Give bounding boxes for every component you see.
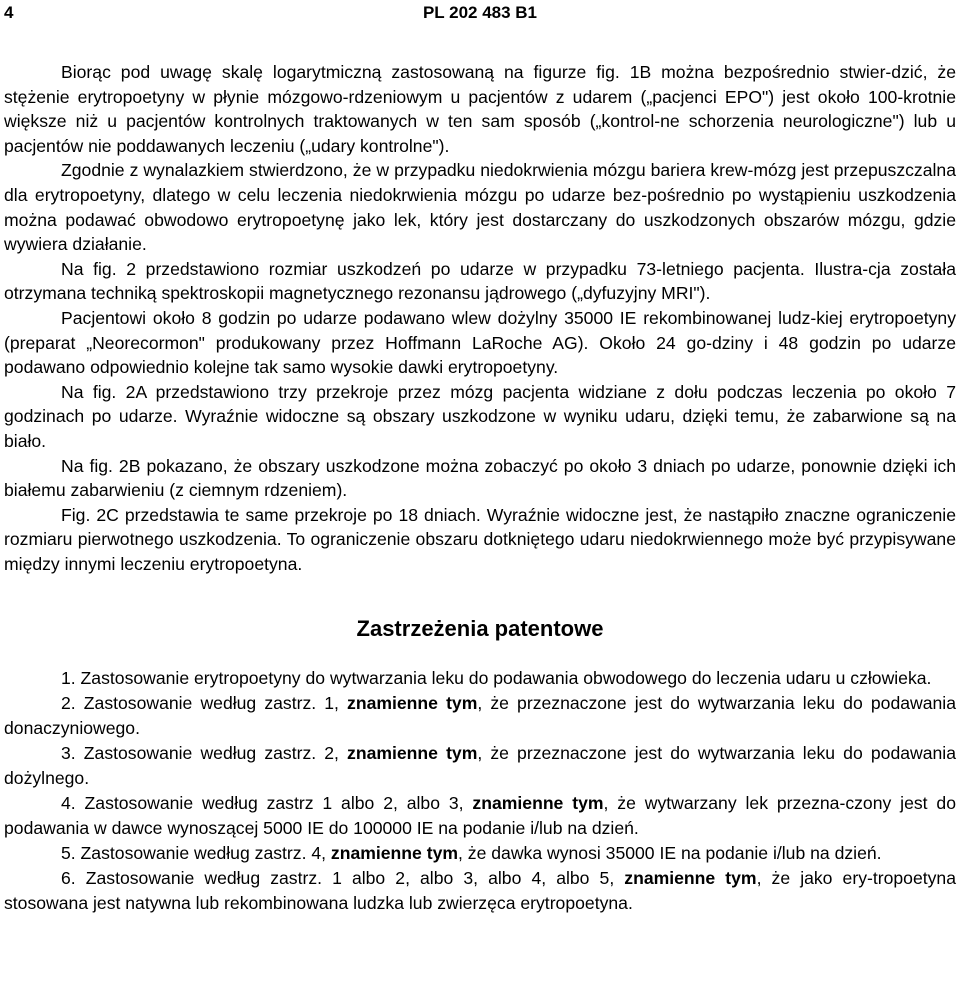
claim-text: , że przeznaczone jest do wytwarzania leku do podawania donaczyniowego. [4,693,956,739]
description-body [4,60,956,576]
claim-text: 2. Zastosowanie według zastrz. 1, [61,693,348,714]
claim-item [4,791,956,841]
claim-text: 5. Zastosowanie według zastrz. 4, [61,843,331,864]
claim-item [4,691,956,741]
claim-keyword: znamienne tym [347,693,478,714]
claim-keyword: znamienne tym [624,868,757,889]
paragraph: Biorąc pod uwagę skalę logarytmiczną zastosowaną na figurze fig. 1B można bezpośrednio stwier-dzić, że stężenie erytropoetyny w płynie mózgowo-rdzeniowym u pacjentów z udarem („pacjenci EPO") jest około 100-krotnie większe niż u pacjentów kontrolnych traktowanych w ten sam sposób („kontrol-ne schorzenia neurologiczne") lub u pacjentów nie poddawanych leczeniu („udary kontrolne"). [4,62,956,156]
claim-text: , że dawka wynosi 35000 IE na podanie i/lub na dzień. [458,843,882,864]
claim-item [4,741,956,791]
claim-text: 1. Zastosowanie erytropoetyny do wytwarzania leku do podawania obwodowego do leczenia udaru u człowieka. [61,668,932,689]
claim-keyword: znamienne tym [330,843,459,864]
paragraph: Pacjentowi około 8 godzin po udarze podawano wlew dożylny 35000 IE rekombinowanej ludz-kiej erytropoetyny (preparat „Neorecormon" produkowany przez Hoffmann LaRoche AG). Około 24 go-dziny i 48 godzin po udarze podawano odpowiednio kolejne tak samo wysokie dawki erytropoetyny. [4,307,956,378]
claim-item [4,666,956,691]
page-number: 4 [4,3,14,22]
claim-keyword: znamienne tym [347,743,478,764]
claims-heading: Zastrzeżenia patentowe [356,616,604,642]
paragraph: Na fig. 2B pokazano, że obszary uszkodzone można zobaczyć po około 3 dniach po udarze, ponownie dzięki ich białemu zabarwieniu (z ciemnym rdzeniem). [4,455,956,501]
claim-text: , że jako ery-tropoetyna stosowana jest natywna lub rekombinowana ludzka lub zwierzęca erytropoetyna. [4,868,956,914]
document-page [4,0,956,916]
claim-item [4,841,956,866]
page-header [4,0,956,40]
claim-text: , że przeznaczone jest do wytwarzania leku do podawania dożylnego. [4,743,956,789]
claim-item [4,866,956,916]
claims-list [4,666,956,916]
paragraph: Fig. 2C przedstawia te same przekroje po 18 dniach. Wyraźnie widoczne jest, że nastąpiło znaczne ograniczenie rozmiaru pierwotnego uszkodzenia. To ograniczenie obszaru dotkniętego udaru niedokrwiennego może być przypisywane między innymi leczeniu erytropoetyna. [4,504,956,574]
document-number: PL 202 483 B1 [422,3,538,22]
claim-text: 4. Zastosowanie według zastrz 1 albo 2, albo 3, [61,793,473,814]
claim-keyword: znamienne tym [472,793,604,814]
claim-text: 6. Zastosowanie według zastrz. 1 albo 2, albo 3, albo 4, albo 5, [61,868,625,889]
claim-text: , że wytwarzany lek przezna-czony jest do podawania w dawce wynoszącej 5000 IE do 100000 IE na podanie i/lub na dzień. [4,793,956,839]
claim-text: 3. Zastosowanie według zastrz. 2, [61,743,348,764]
paragraph: Na fig. 2 przedstawiono rozmiar uszkodzeń po udarze w przypadku 73-letniego pacjenta. Ilustra-cja została otrzymana techniką spektroskopii magnetycznego rezonansu jądrowego („dyfuzyjny MRI"). [4,258,956,304]
paragraph: Na fig. 2A przedstawiono trzy przekroje przez mózg pacjenta widziane z dołu podczas leczenia po około 7 godzinach po udarze. Wyraźnie widoczne są obszary uszkodzone w wyniku udaru, dzięki temu, że zabarwione są na biało. [4,381,956,451]
paragraph: Zgodnie z wynalazkiem stwierdzono, że w przypadku niedokrwienia mózgu bariera krew-mózg jest przepuszczalna dla erytropoetyny, dlatego w celu leczenia niedokrwienia mózgu po udarze bez-pośrednio po wystąpieniu uszkodzenia można podawać obwodowo erytropoetynę jako lek, który jest dostarczany do uszkodzonych obszarów mózgu, gdzie wywiera działanie. [4,160,956,255]
